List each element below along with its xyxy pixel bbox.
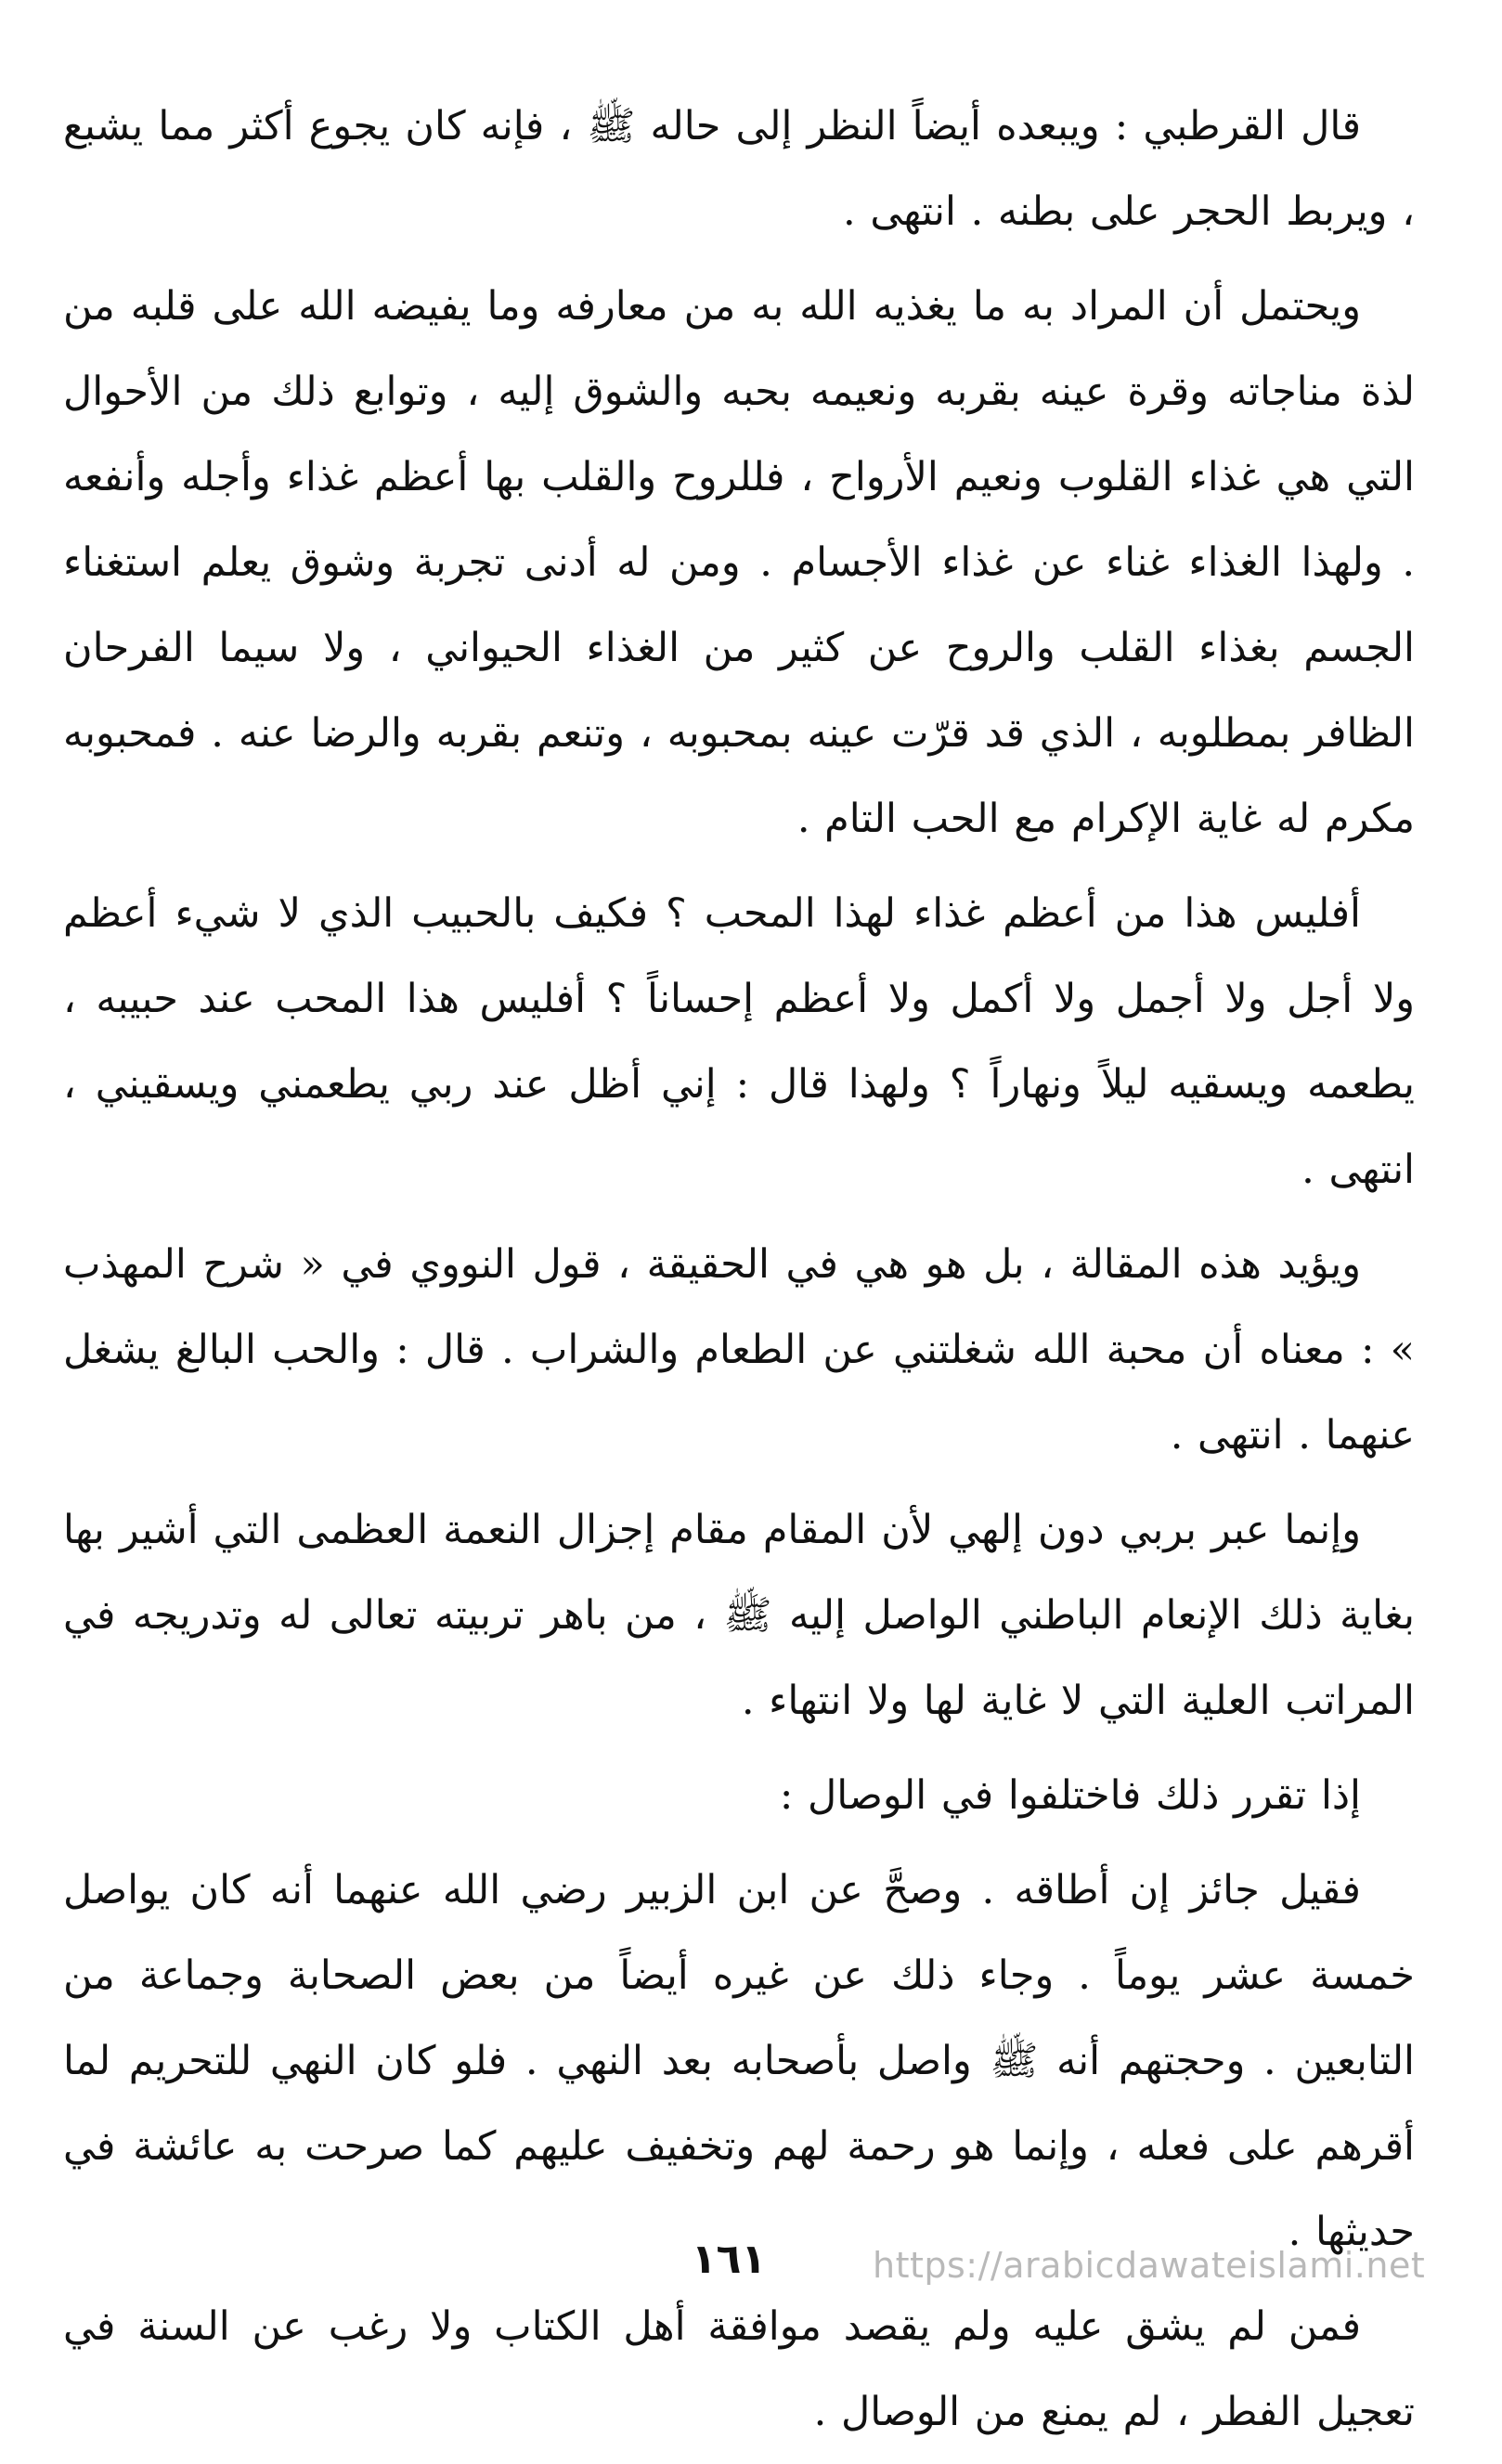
paragraph-wisal-permitted: فقيل جائز إن أطاقه . وصحَّ عن ابن الزبير رضي الله عنهما أنه كان يواصل خمسة عشر يوماً . وجاء ذلك عن غيره أيضاً من بعض الصحابة وجماعة من التابعين . وحجتهم أنه ﷺ واصل بأصحابه بعد النهي . فلو كان النهي للتحريم لما أقرهم على فعله ، وإنما هو رحمة لهم وتخفيف عليهم كما صرحت به عائشة في حديثها .	[63, 1867, 1415, 2255]
watermark-url: https://arabicdawateislami.net	[873, 2245, 1426, 2286]
page-body	[63, 84, 1415, 2464]
page-number: ١٦١	[691, 2236, 767, 2283]
paragraph-qurtubi: قال القرطبي : ويبعده أيضاً النظر إلى حاله ﷺ ، فإنه كان يجوع أكثر مما يشبع ، ويربط الحجر على بطنه . انتهى .	[63, 103, 1415, 235]
paragraph-wisal-intro: إذا تقرر ذلك فاختلفوا في الوصال :	[779, 1772, 1361, 1819]
paragraph-rabbi-ilahi: وإنما عبر بربي دون إلهي لأن المقام مقام إجزال النعمة العظمى التي أشير بها بغاية ذلك الإنعام الباطني الواصل إليه ﷺ ، من باهر تربيته تعالى له وتدريجه في المراتب العلية التي لا غاية لها ولا انتهاء .	[63, 1507, 1415, 1724]
paragraph-spiritual-nourishment: ويحتمل أن المراد به ما يغذيه الله به من معارفه وما يفيضه الله على قلبه من لذة مناجاته وقرة عينه بقربه ونعيمه بحبه والشوق إليه ، وتوابع ذلك من الأحوال التي هي غذاء القلوب ونعيم الأرواح ، فللروح والقلب بها أعظم غذاء وأجله وأنفعه . ولهذا الغذاء غناء عن غذاء الأجسام . ومن له أدنى تجربة وشوق يعلم استغناء الجسم بغذاء القلب والروح عن كثير من الغذاء الحيواني ، ولا سيما الفرحان الظافر بمطلوبه ، الذي قد قرّت عينه بمحبوبه ، وتنعم بقربه والرضا عنه . فمحبوبه مكرم له غاية الإكرام مع الحب التام .	[63, 283, 1415, 842]
paragraph-wisal-conclusion: فمن لم يشق عليه ولم يقصد موافقة أهل الكتاب ولا رغب عن السنة في تعجيل الفطر ، لم يمنع من الوصال .	[63, 2303, 1415, 2435]
paragraph-nawawi: ويؤيد هذه المقالة ، بل هو هي في الحقيقة ، قول النووي في « شرح المهذب » : معناه أن محبة الله شغلتني عن الطعام والشراب . قال : والحب البالغ يشغل عنهما . انتهى .	[63, 1241, 1415, 1459]
paragraph-beloved: أفليس هذا من أعظم غذاء لهذا المحب ؟ فكيف بالحبيب الذي لا شيء أعظم ولا أجل ولا أجمل ولا أكمل ولا أعظم إحساناً ؟ أفليس هذا المحب عند حبيبه ، يطعمه ويسقيه ليلاً ونهاراً ؟ ولهذا قال : إني أظل عند ربي يطعمني ويسقيني ، انتهى .	[63, 890, 1416, 1193]
